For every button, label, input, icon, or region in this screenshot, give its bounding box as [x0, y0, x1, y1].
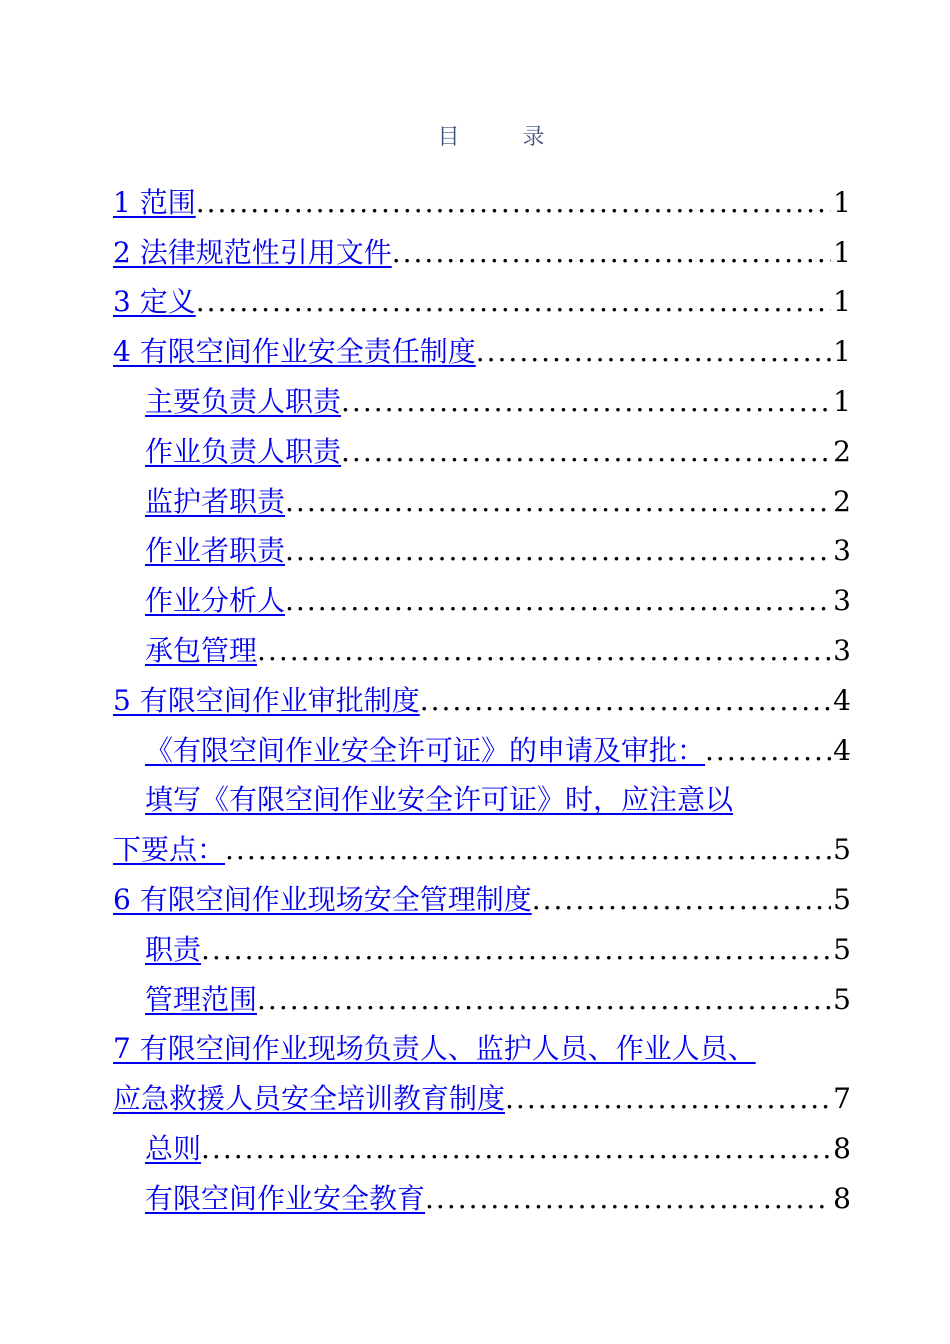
toc-entry[interactable]: [113, 277, 851, 327]
dot-leader: [196, 282, 831, 322]
dot-leader: [532, 880, 831, 920]
page-number: 8: [833, 1181, 851, 1215]
toc-link[interactable]: 5 有限空间作业审批制度: [113, 683, 420, 717]
dot-leader: [225, 830, 831, 870]
dot-leader: [257, 980, 831, 1020]
dot-leader: [196, 183, 831, 223]
toc-link[interactable]: 主要负责人职责: [145, 384, 342, 418]
dot-leader: [341, 382, 831, 422]
toc-entry[interactable]: [113, 376, 851, 426]
page-number: 3: [833, 534, 851, 568]
toc-entry[interactable]: [113, 924, 851, 974]
toc-entry[interactable]: [113, 426, 851, 476]
toc-link[interactable]: 下要点：: [113, 833, 226, 867]
toc-entry[interactable]: [113, 227, 851, 277]
toc-link[interactable]: 4 有限空间作业安全责任制度: [113, 335, 476, 369]
toc-title: 目 录: [437, 125, 573, 150]
toc-entry-line1[interactable]: [113, 1024, 851, 1074]
toc-entry[interactable]: [113, 874, 851, 924]
dot-leader: [476, 332, 831, 372]
toc-entry[interactable]: [113, 725, 851, 775]
toc-entry[interactable]: [113, 625, 851, 675]
dot-leader: [392, 233, 831, 273]
page-number: 3: [833, 584, 851, 618]
toc-link[interactable]: 6 有限空间作业现场安全管理制度: [113, 882, 532, 916]
dot-leader: [505, 1079, 831, 1119]
toc-link[interactable]: 总则: [145, 1131, 202, 1165]
dot-leader: [420, 681, 831, 721]
toc-link[interactable]: 7 有限空间作业现场负责人、监护人员、作业人员、: [113, 1032, 756, 1066]
page-number: 4: [833, 733, 851, 767]
toc-link[interactable]: 应急救援人员安全培训教育制度: [113, 1082, 506, 1116]
dot-leader: [425, 1179, 831, 1219]
page-number: 5: [833, 932, 851, 966]
page-number: 1: [833, 335, 851, 369]
table-of-contents: [113, 177, 851, 1223]
page-number: 5: [833, 982, 851, 1016]
toc-link[interactable]: 1 范围: [113, 185, 196, 219]
dot-leader: [201, 1129, 831, 1169]
toc-entry-line1[interactable]: [113, 775, 851, 825]
toc-entry[interactable]: [113, 575, 851, 625]
toc-entry[interactable]: [113, 675, 851, 725]
page-number: 4: [833, 683, 851, 717]
toc-entry[interactable]: [113, 326, 851, 376]
dot-leader: [201, 930, 831, 970]
dot-leader: [285, 581, 831, 621]
toc-link[interactable]: 3 定义: [113, 285, 196, 319]
toc-link[interactable]: 有限空间作业安全教育: [145, 1181, 426, 1215]
toc-link[interactable]: 作业者职责: [145, 534, 286, 568]
page-number: 2: [833, 434, 851, 468]
page-number: 7: [833, 1082, 851, 1116]
dot-leader: [285, 482, 831, 522]
toc-entry[interactable]: [113, 1173, 851, 1223]
toc-entry[interactable]: [113, 177, 851, 227]
dot-leader: [705, 731, 831, 771]
toc-entry[interactable]: [113, 476, 851, 526]
page-number: 5: [833, 833, 851, 867]
toc-link[interactable]: 2 法律规范性引用文件: [113, 235, 392, 269]
page-number: 5: [833, 882, 851, 916]
toc-link[interactable]: 填写《有限空间作业安全许可证》时，应注意以: [145, 783, 734, 817]
toc-link[interactable]: 监护者职责: [145, 484, 286, 518]
dot-leader: [285, 531, 831, 571]
toc-link[interactable]: 承包管理: [145, 633, 258, 667]
toc-link[interactable]: 作业负责人职责: [145, 434, 342, 468]
page-number: 2: [833, 484, 851, 518]
toc-link[interactable]: 《有限空间作业安全许可证》的申请及审批：: [145, 733, 706, 767]
toc-entry-line2[interactable]: [113, 824, 851, 874]
page-number: 3: [833, 633, 851, 667]
toc-entry-line2[interactable]: [113, 1073, 851, 1123]
toc-entry[interactable]: [113, 974, 851, 1024]
toc-link[interactable]: 职责: [145, 932, 202, 966]
toc-entry[interactable]: [113, 526, 851, 576]
page-number: 1: [833, 384, 851, 418]
dot-leader: [341, 432, 831, 472]
page-number: 1: [833, 285, 851, 319]
dot-leader: [257, 631, 831, 671]
toc-entry[interactable]: [113, 1123, 851, 1173]
toc-link[interactable]: 管理范围: [145, 982, 258, 1016]
page-number: 1: [833, 235, 851, 269]
page-number: 8: [833, 1131, 851, 1165]
page-number: 1: [833, 185, 851, 219]
toc-link[interactable]: 作业分析人: [145, 584, 286, 618]
